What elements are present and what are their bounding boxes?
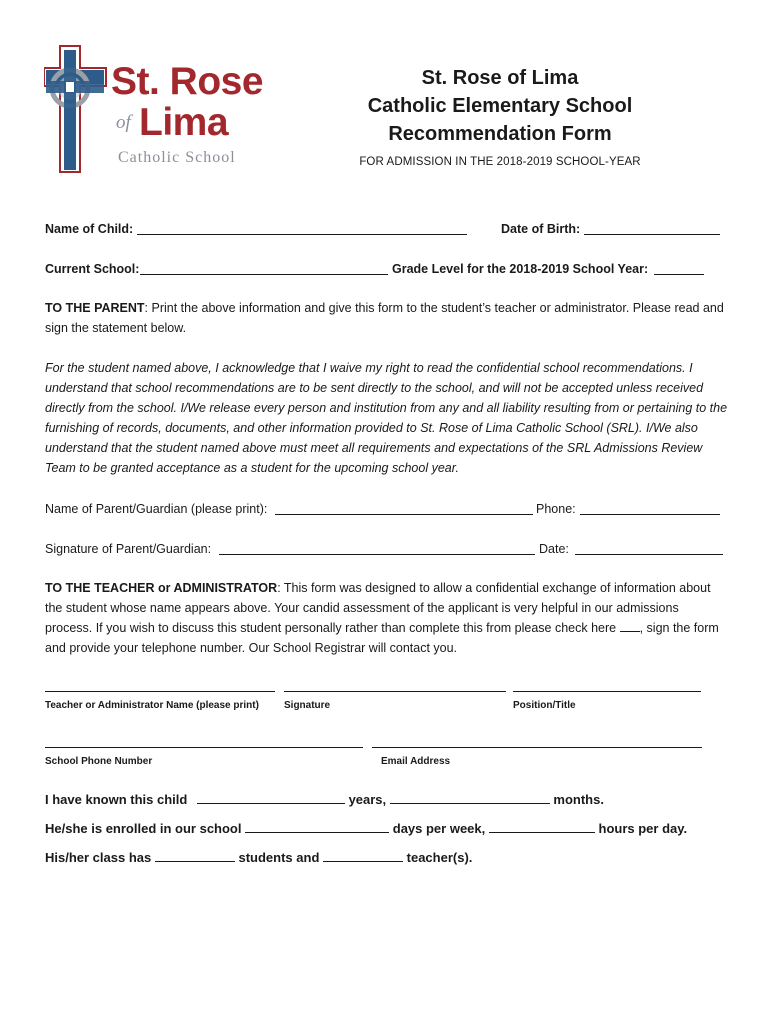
class-students-label: students and xyxy=(238,850,320,865)
known-months-field[interactable] xyxy=(390,792,550,804)
cross-emblem-icon xyxy=(44,44,114,174)
enrolled-hours-label: hours per day. xyxy=(598,821,688,836)
school-logo xyxy=(44,44,264,174)
parent-signature-field[interactable] xyxy=(219,542,535,555)
email-field[interactable] xyxy=(372,736,702,748)
class-teachers-label: teacher(s). xyxy=(406,850,473,865)
title-form-name: Recommendation Form xyxy=(388,123,612,145)
school-phone-label: School Phone Number xyxy=(45,756,153,767)
enrolled-prefix: He/she is enrolled in our school xyxy=(45,821,242,836)
parent-heading: TO THE PARENT xyxy=(45,301,145,315)
enrolled-days-label: days per week, xyxy=(392,821,486,836)
class-size-row xyxy=(45,850,472,866)
enrolled-hours-field[interactable] xyxy=(489,821,595,833)
teacher-instructions-text-a: : This form was designed to allow a confidential exchange of information about the student whose name appears above. Your candid assessment of the applicant is very helpful in our admissions process. If you wish to discuss this student personally rather than complete this from please check here xyxy=(45,581,711,635)
grade-level-label: Grade Level for the 2018-2019 School Year: xyxy=(392,262,649,276)
grade-level-field[interactable] xyxy=(654,262,704,275)
logo-st-rose: St. Rose xyxy=(111,60,264,103)
teacher-instructions xyxy=(45,578,729,658)
child-name-row xyxy=(45,221,133,237)
logo-tagline: Catholic School xyxy=(118,149,236,166)
parent-phone-label: Phone: xyxy=(536,502,576,516)
parent-statement: For the student named above, I acknowledge that I waive my right to read the confidential school recommendations. I understand that school recommendations are to be sent directly to the school, and will not be accepted unless received directly from the school. I/We release every person and institution from any and all liability resulting from or pertaining to the furnishing of records, documents, and other information provided to St. Rose of Lima Catholic School (SRL). I/We also understand that the student named above must meet all requirements and expectations of the SRL Admissions Review Team to be granted acceptance as a student for the upcoming school year. xyxy=(45,361,728,475)
current-school-field[interactable] xyxy=(140,262,388,275)
parent-phone-field[interactable] xyxy=(580,502,720,515)
teacher-signature-field[interactable] xyxy=(284,680,506,692)
dob-field[interactable] xyxy=(584,222,720,235)
logo-lima: Lima xyxy=(139,101,229,144)
teacher-name-field[interactable] xyxy=(45,680,275,692)
form-subtitle: FOR ADMISSION IN THE 2018-2019 SCHOOL-YEAR xyxy=(359,156,641,168)
child-name-label: Name of Child: xyxy=(45,222,134,236)
enrolled-days-field[interactable] xyxy=(245,821,389,833)
class-teachers-field[interactable] xyxy=(323,850,403,862)
parent-name-field[interactable] xyxy=(275,502,533,515)
parent-date-field[interactable] xyxy=(575,542,723,555)
class-students-field[interactable] xyxy=(155,850,235,862)
school-phone-field[interactable] xyxy=(45,736,363,748)
teacher-signature-label: Signature xyxy=(284,700,331,711)
form-title-block xyxy=(330,64,670,168)
known-months-label: months. xyxy=(553,792,604,807)
known-years-label: years, xyxy=(348,792,387,807)
teacher-instructions-text-b: , sign the form and provide your telephone number. Our School Registrar will contact you. xyxy=(45,621,719,655)
dob-label: Date of Birth: xyxy=(501,222,581,236)
parent-name-label: Name of Parent/Guardian (please print): xyxy=(45,502,268,516)
parent-instructions xyxy=(45,298,729,338)
known-years-field[interactable] xyxy=(197,792,345,804)
enrolled-row xyxy=(45,821,687,837)
class-prefix: His/her class has xyxy=(45,850,152,865)
teacher-position-field[interactable] xyxy=(513,680,701,692)
teacher-name-label: Teacher or Administrator Name (please print) xyxy=(45,700,259,711)
teacher-position-label: Position/Title xyxy=(513,700,576,711)
logo-of: of xyxy=(116,112,131,133)
known-prefix: I have known this child xyxy=(45,792,188,807)
parent-instructions-text: : Print the above information and give this form to the student’s teacher or administrator. Please read and sign the statement below. xyxy=(45,301,724,335)
teacher-heading: TO THE TEACHER or ADMINISTRATOR xyxy=(45,581,278,595)
title-school-name: St. Rose of Lima xyxy=(421,67,579,89)
email-label: Email Address xyxy=(381,756,451,767)
title-school-type: Catholic Elementary School xyxy=(367,95,633,117)
parent-signature-label: Signature of Parent/Guardian: xyxy=(45,542,212,556)
child-name-field[interactable] xyxy=(137,222,467,235)
discuss-checkbox-line[interactable] xyxy=(620,620,640,632)
current-school-label: Current School: xyxy=(45,262,140,276)
parent-date-label: Date: xyxy=(539,542,569,556)
known-child-row xyxy=(45,792,604,808)
